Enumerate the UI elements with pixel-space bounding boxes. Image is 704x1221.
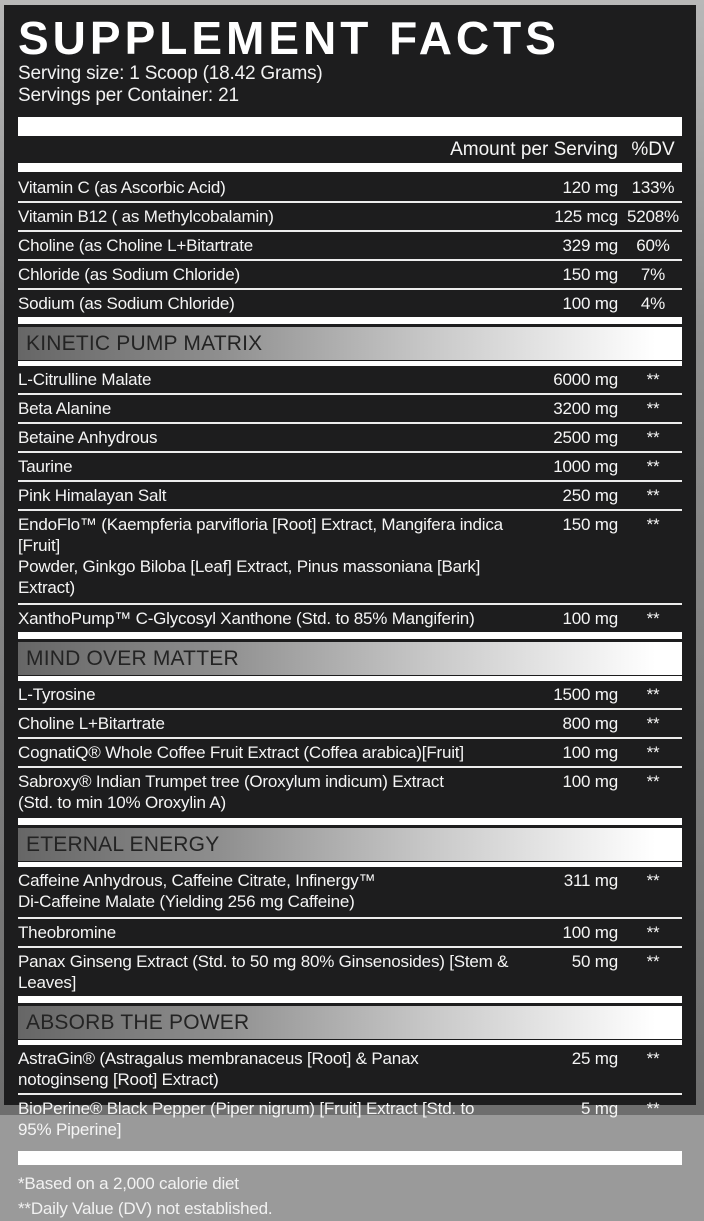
ingredient-name-line1: CognatiQ® Whole Coffee Fruit Extract (Coffea arabica)[Fruit] <box>18 743 464 762</box>
ingredient-name-line1: Betaine Anhydrous <box>18 428 158 447</box>
ingredient-name-line1: Panax Ginseng Extract (Std. to 50 mg 80% Ginsenosides) [Stem & Leaves] <box>18 952 509 992</box>
ingredient-row <box>18 603 682 632</box>
ingredient-amount: 120 mg <box>562 178 618 197</box>
ingredient-dv: 5208% <box>627 207 679 226</box>
ingredient-amount: 100 mg <box>562 772 618 791</box>
section-header-label: ETERNAL ENERGY <box>26 832 220 856</box>
ingredient-row <box>18 288 682 317</box>
ingredient-dv: ** <box>646 486 660 505</box>
ingredient-name-line1: Vitamin B12 ( as Methylcobalamin) <box>18 207 274 226</box>
serving-size-text: Serving size: 1 Scoop (18.42 Grams) <box>18 63 323 84</box>
ingredient-name-line2: (Std. to min 10% Oroxylin A) <box>18 793 226 812</box>
servings-per-container-text: Servings per Container: 21 <box>18 85 239 106</box>
ingredient-amount: 329 mg <box>562 236 618 255</box>
ingredient-amount: 100 mg <box>562 743 618 762</box>
ingredient-amount: 6000 mg <box>553 370 618 389</box>
section-header <box>18 642 682 675</box>
ingredient-row <box>18 708 682 737</box>
ingredient-row <box>18 201 682 230</box>
ingredient-rows <box>18 681 682 818</box>
ingredient-name-line1: Vitamin C (as Ascorbic Acid) <box>18 178 226 197</box>
ingredient-name-line1: L-Tyrosine <box>18 685 96 704</box>
ingredient-amount: 1500 mg <box>553 685 618 704</box>
section-header-block <box>18 996 682 1045</box>
ingredient-dv: ** <box>646 1049 660 1068</box>
ingredient-amount: 311 mg <box>563 871 618 890</box>
section-header <box>18 327 682 360</box>
section-header-block <box>18 632 682 681</box>
ingredient-amount: 2500 mg <box>553 428 618 447</box>
ingredient-dv: ** <box>646 743 660 762</box>
ingredient-name <box>18 398 518 419</box>
ingredient-dv: 60% <box>636 236 670 255</box>
ingredient-name <box>18 369 518 390</box>
ingredient-amount: 100 mg <box>562 609 618 628</box>
separator-bar-under-header <box>18 163 682 172</box>
ingredient-name-line1: BioPerine® Black Pepper (Piper nigrum) [Fruit] Extract [Std. to 95% Piperine] <box>18 1099 475 1139</box>
section-header-label: KINETIC PUMP MATRIX <box>26 331 263 355</box>
ingredient-row <box>18 917 682 946</box>
ingredient-dv: ** <box>646 515 660 534</box>
ingredient-name <box>18 427 518 448</box>
ingredient-row <box>18 1045 682 1093</box>
column-header-row <box>18 136 682 163</box>
ingredient-row <box>18 259 682 288</box>
footnote-daily-value: **Daily Value (DV) not established. <box>18 1199 273 1218</box>
separator-bar-footer <box>18 1151 682 1165</box>
ingredient-rows <box>18 174 682 317</box>
ingredient-dv: ** <box>646 399 660 418</box>
ingredient-amount: 150 mg <box>562 515 618 534</box>
ingredient-name-line1: Taurine <box>18 457 73 476</box>
ingredient-name-line1: Theobromine <box>18 923 116 942</box>
ingredient-dv: ** <box>646 370 660 389</box>
ingredient-dv: ** <box>646 952 660 971</box>
ingredient-name <box>18 485 518 506</box>
separator-bar-top <box>18 117 682 136</box>
ingredient-name-line1: Choline L+Bitartrate <box>18 714 165 733</box>
ingredient-name <box>18 922 518 943</box>
ingredient-name <box>18 608 518 629</box>
ingredient-dv: ** <box>646 772 660 791</box>
ingredient-row <box>18 366 682 393</box>
ingredient-name <box>18 456 518 477</box>
ingredient-dv: ** <box>646 1099 660 1118</box>
section-header <box>18 828 682 861</box>
supplement-facts-panel <box>4 5 696 1218</box>
ingredient-name-line2: Powder, Ginkgo Biloba [Leaf] Extract, Pinus massoniana [Bark] Extract) <box>18 557 481 597</box>
ingredient-name <box>18 264 518 285</box>
ingredient-amount: 125 mcg <box>554 207 618 226</box>
ingredient-name <box>18 293 518 314</box>
ingredient-name-line1: Pink Himalayan Salt <box>18 486 167 505</box>
ingredient-row <box>18 766 682 818</box>
ingredient-dv: ** <box>646 714 660 733</box>
ingredient-row <box>18 737 682 766</box>
ingredient-name-line1: Choline (as Choline L+Bitartrate <box>18 236 254 255</box>
ingredient-row <box>18 174 682 201</box>
ingredient-name-line1: Sodium (as Sodium Chloride) <box>18 294 235 313</box>
ingredient-dv: ** <box>646 871 660 890</box>
ingredients-area <box>18 174 682 1143</box>
ingredient-name <box>18 514 518 598</box>
ingredient-row <box>18 681 682 708</box>
ingredient-name-line2: Di-Caffeine Malate (Yielding 256 mg Caffeine) <box>18 892 355 911</box>
ingredient-row <box>18 422 682 451</box>
ingredient-row <box>18 946 682 996</box>
ingredient-amount: 25 mg <box>571 1049 618 1068</box>
ingredient-amount: 50 mg <box>571 952 618 971</box>
ingredient-row <box>18 393 682 422</box>
ingredient-amount: 1000 mg <box>553 457 618 476</box>
footnote-calorie-diet: *Based on a 2,000 calorie diet <box>18 1174 239 1193</box>
ingredient-name <box>18 177 518 198</box>
ingredient-dv: ** <box>646 457 660 476</box>
section-header-block <box>18 317 682 366</box>
ingredient-name-line1: Caffeine Anhydrous, Caffeine Citrate, Infinergy™ <box>18 871 376 890</box>
ingredient-name <box>18 1048 518 1090</box>
page-title: SUPPLEMENT FACTS <box>18 12 560 64</box>
ingredient-name-line1: Sabroxy® Indian Trumpet tree (Oroxylum indicum) Extract <box>18 772 444 791</box>
ingredient-name <box>18 1098 518 1140</box>
ingredient-amount: 5 mg <box>581 1099 618 1118</box>
ingredient-dv: ** <box>646 923 660 942</box>
ingredient-name <box>18 235 518 256</box>
ingredient-rows <box>18 366 682 632</box>
ingredient-name <box>18 713 518 734</box>
ingredient-row <box>18 509 682 603</box>
section-header-label: MIND OVER MATTER <box>26 646 239 670</box>
footnotes-block <box>18 1165 682 1221</box>
ingredient-name <box>18 684 518 705</box>
section-header-label: ABSORB THE POWER <box>26 1010 250 1034</box>
section-top-bar <box>18 818 682 825</box>
ingredient-dv: 7% <box>640 265 666 284</box>
ingredient-name-line1: XanthoPump™ C-Glycosyl Xanthone (Std. to 85% Mangiferin) <box>18 609 475 628</box>
ingredient-amount: 250 mg <box>562 486 618 505</box>
ingredient-row <box>18 480 682 509</box>
ingredient-amount: 100 mg <box>562 923 618 942</box>
ingredient-name-line1: Beta Alanine <box>18 399 112 418</box>
section-header <box>18 1006 682 1039</box>
amount-column-header: Amount per Serving <box>450 139 618 160</box>
spacer <box>18 107 682 117</box>
ingredient-name <box>18 951 518 993</box>
ingredient-dv: ** <box>646 428 660 447</box>
section-header-block <box>18 818 682 867</box>
section-top-bar <box>18 317 682 324</box>
ingredient-dv: 133% <box>631 178 675 197</box>
ingredient-name <box>18 870 518 912</box>
section-top-bar <box>18 996 682 1003</box>
ingredient-amount: 800 mg <box>562 714 618 733</box>
ingredient-rows <box>18 1045 682 1143</box>
ingredient-row <box>18 230 682 259</box>
ingredient-row <box>18 451 682 480</box>
ingredient-name-line1: EndoFlo™ (Kaempferia parvifloria [Root] Extract, Mangifera indica [Fruit] <box>18 515 503 555</box>
ingredient-row <box>18 1093 682 1143</box>
ingredient-name-line1: L-Citrulline Malate <box>18 370 152 389</box>
section-top-bar <box>18 632 682 639</box>
ingredient-name <box>18 206 518 227</box>
ingredient-row <box>18 867 682 917</box>
ingredient-amount: 100 mg <box>562 294 618 313</box>
ingredient-name-line1: AstraGin® (Astragalus membranaceus [Root] & Panax notoginseng [Root] Extract) <box>18 1049 419 1089</box>
ingredient-name-line1: Chloride (as Sodium Chloride) <box>18 265 240 284</box>
ingredient-name <box>18 771 518 813</box>
ingredient-name <box>18 742 518 763</box>
ingredient-amount: 3200 mg <box>553 399 618 418</box>
ingredient-dv: ** <box>646 685 660 704</box>
dv-column-header: %DV <box>631 139 675 160</box>
ingredient-dv: 4% <box>640 294 666 313</box>
ingredient-rows <box>18 867 682 996</box>
ingredient-amount: 150 mg <box>562 265 618 284</box>
ingredient-dv: ** <box>646 609 660 628</box>
